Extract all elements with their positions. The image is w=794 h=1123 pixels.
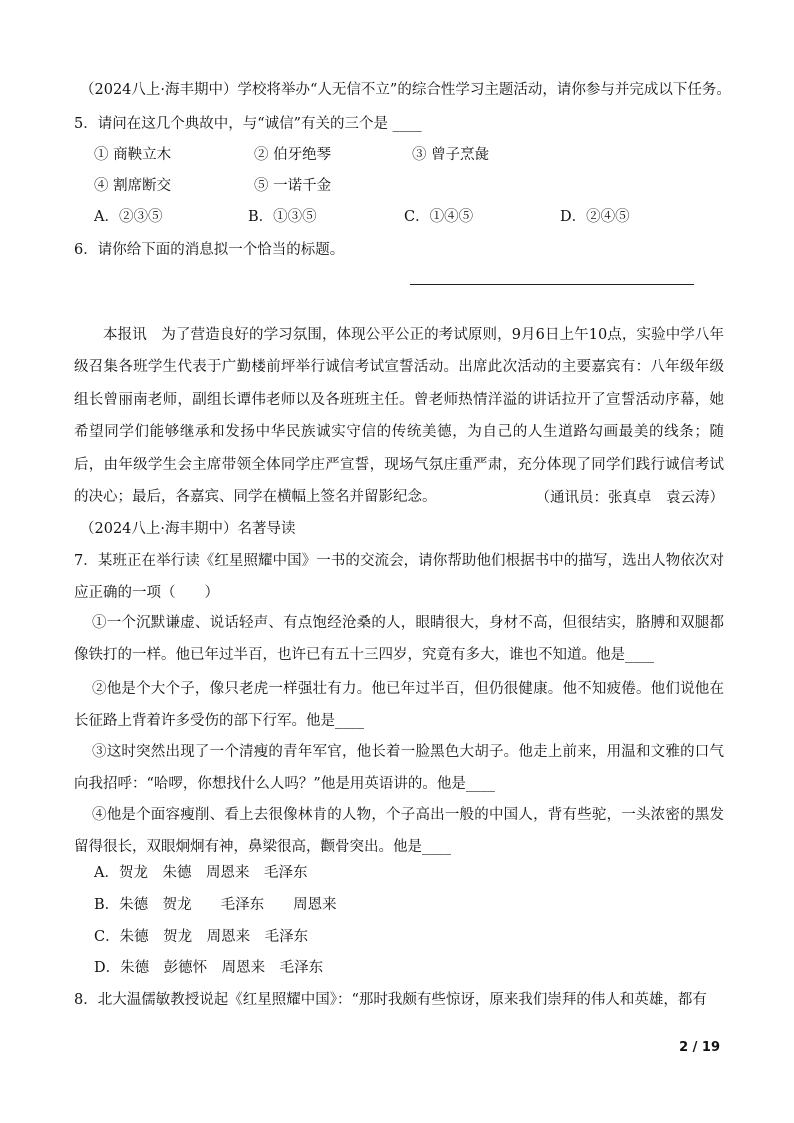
q7-option-a: A．贺龙 朱德 周恩来 毛泽东: [94, 865, 308, 881]
q7-desc-2: ②他是个大个子，像只老虎一样强壮有力。他已年过半百，但仍很健康。他不知疲倦。他们说他在长征路上背着许多受伤的部下行军。他是____: [74, 681, 724, 730]
section-source-q5: （2024八上·海丰期中）学校将举办“人无信不立”的综合性学习主题活动，请你参与并完成以下任务。: [80, 82, 731, 98]
q7-desc-3: ③这时突然出现了一个清瘦的青年军官，他长着一脸黑色大胡子。他走上前来，用温和文雅的口气向我招呼：“哈啰，你想找什么人吗？”他是用英语讲的。他是____: [74, 744, 724, 793]
q6-news-credit: （通讯员：张真卓 袁云涛）: [535, 490, 724, 506]
q7-option-c: C．朱德 贺龙 周恩来 毛泽东: [94, 929, 309, 945]
q5-item-5: ⑤ 一诺千金: [254, 178, 332, 194]
q7-option-b: B．朱德 贺龙 毛泽东 周恩来: [94, 897, 337, 913]
q6-news-paragraph: 本报讯 为了营造良好的学习氛围，体现公平公正的考试原则，9月6日上午10点，实验中学八年级召集各班学生代表于广勤楼前坪举行诚信考试宣誓活动。出席此次活动的主要嘉宾有：八年级年级组长曾丽南老师，副组长谭伟老师以及各班班主任。曾老师热情洋溢的讲话拉开了宣誓活动序幕，她希望同学们能够继承和发扬中华民族诚实守信的传统美德，为自己的人生道路勾画最美的线条；随后，由年级学生会主席带领全体同学庄严宣誓，现场气氛庄重严肃，充分体现了同学们践行诚信考试的决心；最后，各嘉宾、同学在横幅上签名并留影纪念。: [74, 327, 724, 506]
q5-item-2: ② 伯牙绝琴: [254, 147, 332, 163]
q5-item-1: ① 商鞅立木: [94, 147, 172, 163]
q7-option-d: D．朱德 彭德怀 周恩来 毛泽东: [94, 960, 324, 976]
q5-stem: 5．请问在这几个典故中，与“诚信”有关的三个是 ____: [74, 116, 422, 132]
q7-stem: 7．某班正在举行读《红星照耀中国》一书的交流会，请你帮助他们根据书中的描写，选出人物依次对应正确的一项（ ）: [74, 553, 724, 602]
page-number: 2 / 19: [679, 1040, 720, 1055]
q5-option-b: B．①③⑤: [248, 209, 317, 225]
q7-desc-4: ④他是个面容瘦削、看上去很像林肯的人物，个子高出一般的中国人，背有些驼，一头浓密的黑发留得很长，双眼炯炯有神，鼻梁很高，颧骨突出。他是____: [74, 807, 724, 856]
q5-item-4: ④ 割席断交: [94, 178, 172, 194]
q6-answer-line: [410, 284, 694, 285]
q5-option-c: C．①④⑤: [404, 209, 474, 225]
q5-option-d: D．②④⑤: [560, 209, 630, 225]
q5-item-3: ③ 曾子烹彘: [412, 147, 490, 163]
q8-stem: 8．北大温儒敏教授说起《红星照耀中国》：“那时我颇有些惊讶，原来我们崇拜的伟人和英雄，都有: [74, 992, 707, 1008]
q5-option-a: A．②③⑤: [94, 209, 163, 225]
q6-stem: 6．请你给下面的消息拟一个恰当的标题。: [74, 242, 345, 258]
section-source-q7: （2024八上·海丰期中）名著导读: [80, 521, 296, 537]
q7-desc-1: ①一个沉默谦虚、说话轻声、有点饱经沧桑的人，眼睛很大，身材不高，但很结实，胳膊和双腿都像铁打的一样。他已年过半百，也许已有五十三四岁，究竟有多大，谁也不知道。他是____: [74, 615, 724, 664]
